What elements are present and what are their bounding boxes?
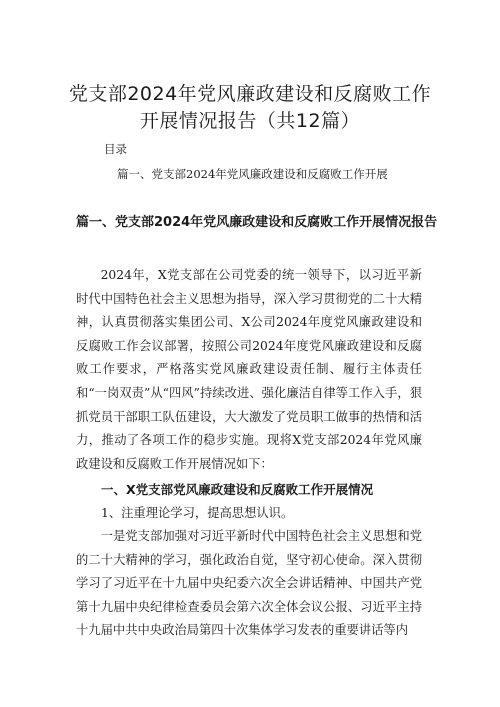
section-heading-1: 一、X党支部党风廉政建设和反腐败工作开展情况	[101, 482, 374, 497]
document-title-line-1: 党支部2024年党风廉政建设和反腐败工作	[68, 83, 432, 105]
toc-heading: 目录	[104, 142, 127, 156]
body-paragraph-1: 2024年，X党支部在公司党委的统一领导下，以习近平新时代中国特色社会主义思想为指导，深入学习贯彻党的二十大精神，认真贯彻落实集团公司、X公司2024年度党风廉政建设和反腐败工作会议部署，按照公司2024年度党风廉政建设和反腐败工作要求，严格落实党风廉政建设责任制、履行主体责任和“一岗双责”从“四风”持续改进、强化廉洁自律等工作入手，狠抓党员干部职工队伍建设，大大激发了党员职工做事的热情和活力，推动了各项工作的稳步实施。现将X党支部2024年党风廉政建设和反腐败工作开展情况如下：	[76, 268, 422, 471]
body-paragraph-2: 一是党支部加强对习近平新时代中国特色社会主义思想和党的二十大精神的学习，强化政治自觉，坚守初心使命。深入贯彻学习了习近平在十九届中央纪委六次全会讲话精神、中国共产党第十九届中央纪律检查委员会第六次全体会议公报、习近平主持十九届中共中央政治局第四十次集体学习发表的重要讲话等内	[76, 529, 422, 638]
document-title-line-2: 开展情况报告（共12篇）	[139, 110, 361, 132]
toc-item[interactable]: 篇一、党支部2024年党风廉政建设和反腐败工作开展	[117, 167, 388, 181]
subsection-heading-1: 1、注重理论学习，提高思想认识。	[101, 506, 294, 520]
section-title: 篇一、党支部2024年党风廉政建设和反腐败工作开展情况报告	[76, 215, 438, 230]
